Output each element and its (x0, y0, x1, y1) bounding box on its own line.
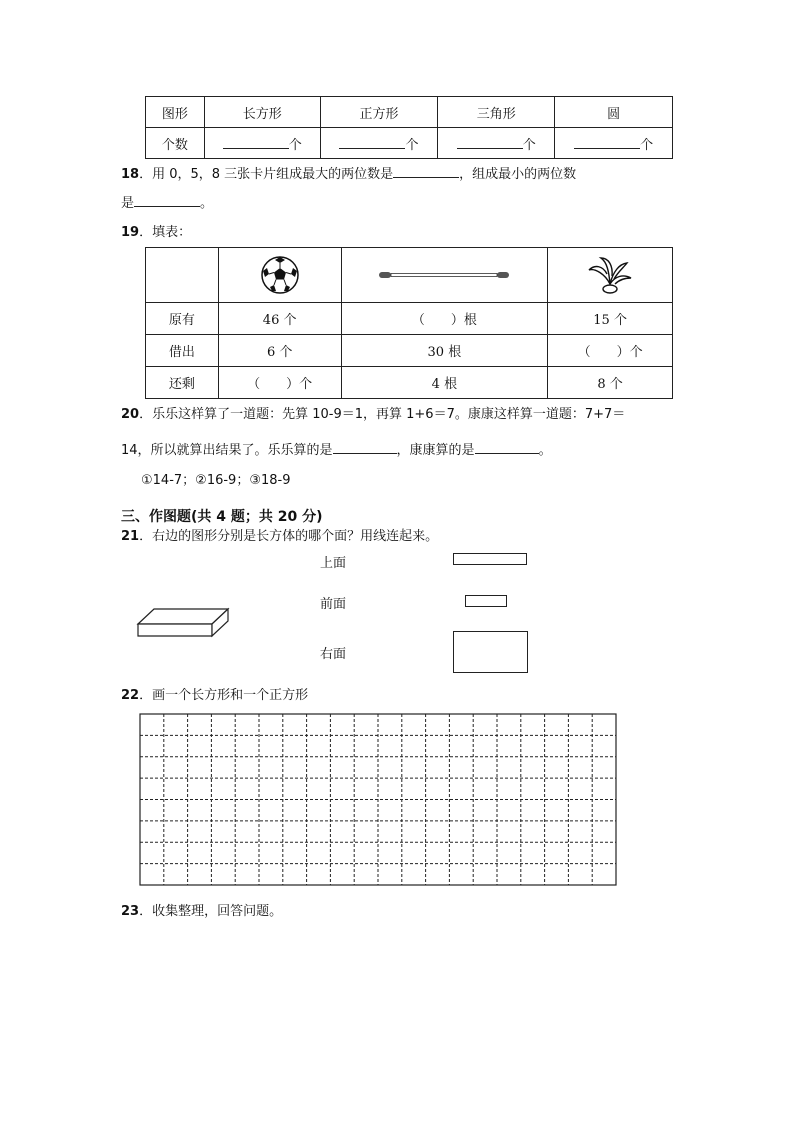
lent-shuttlecocks[interactable]: （ ）个 (548, 335, 673, 367)
shuttlecock-cell (548, 248, 673, 303)
label-front-face: 前面 (320, 597, 347, 612)
question-23: 23．收集整理，回答问题。 (121, 904, 283, 919)
question-20-options: ①14-7；②16-9；③18-9 (141, 473, 291, 488)
question-20-line2: 14，所以就算出结果了。乐乐算的是 ，康康算的是 。 (121, 443, 552, 458)
jump-rope-cell (341, 248, 548, 303)
remaining-ropes: 4 根 (341, 367, 548, 399)
row-label-original: 原有 (146, 303, 219, 335)
header-square: 正方形 (320, 97, 438, 128)
question-20: 20．乐乐这样算了一道题：先算 10-9＝1，再算 1+6＝7。康康这样算一道题：7+7＝ (121, 407, 626, 422)
lent-balls: 6 个 (218, 335, 341, 367)
shuttlecock-icon (585, 254, 635, 296)
soccer-ball-icon (260, 255, 300, 295)
row-label-lent: 借出 (146, 335, 219, 367)
header-shape: 图形 (146, 97, 205, 128)
label-top-face: 上面 (320, 556, 347, 571)
answer-blank-kangkang[interactable] (475, 441, 539, 454)
face-shape-long-rectangle[interactable] (453, 553, 527, 565)
question-18-line2: 是 。 (121, 196, 214, 211)
count-triangle[interactable]: 个 (438, 128, 555, 159)
original-balls: 46 个 (218, 303, 341, 335)
face-shape-large-rectangle[interactable] (453, 631, 528, 673)
question-19: 19．填表： (121, 225, 192, 240)
shape-count-table (145, 96, 673, 159)
original-ropes[interactable]: （ ）根 (341, 303, 548, 335)
count-square[interactable]: 个 (320, 128, 438, 159)
fill-in-table (145, 247, 673, 399)
header-triangle: 三角形 (438, 97, 555, 128)
remaining-shuttlecocks: 8 个 (548, 367, 673, 399)
remaining-balls[interactable]: （ ）个 (218, 367, 341, 399)
label-right-face: 右面 (320, 647, 347, 662)
answer-blank-smallest[interactable] (134, 194, 200, 207)
row-label-remaining: 还剩 (146, 367, 219, 399)
jump-rope-icon (379, 269, 509, 281)
question-18: 18．用 0，5，8 三张卡片组成最大的两位数是 ，组成最小的两位数 (121, 167, 577, 182)
original-shuttlecocks: 15 个 (548, 303, 673, 335)
row-label-count: 个数 (146, 128, 205, 159)
count-rectangle[interactable]: 个 (204, 128, 320, 159)
header-circle: 圆 (555, 97, 673, 128)
header-rectangle: 长方形 (204, 97, 320, 128)
face-shape-small-rectangle[interactable] (465, 595, 507, 607)
answer-blank-largest[interactable] (393, 165, 459, 178)
soccer-ball-cell (218, 248, 341, 303)
section-3-title: 三、作图题(共 4 题；共 20 分) (121, 509, 323, 525)
lent-ropes: 30 根 (341, 335, 548, 367)
question-21: 21．右边的图形分别是长方体的哪个面？用线连起来。 (121, 529, 439, 544)
count-circle[interactable]: 个 (555, 128, 673, 159)
cuboid-figure (136, 607, 232, 639)
drawing-grid[interactable] (139, 713, 617, 886)
empty-corner (146, 248, 219, 303)
answer-blank-lele[interactable] (333, 441, 397, 454)
question-22: 22．画一个长方形和一个正方形 (121, 688, 309, 703)
